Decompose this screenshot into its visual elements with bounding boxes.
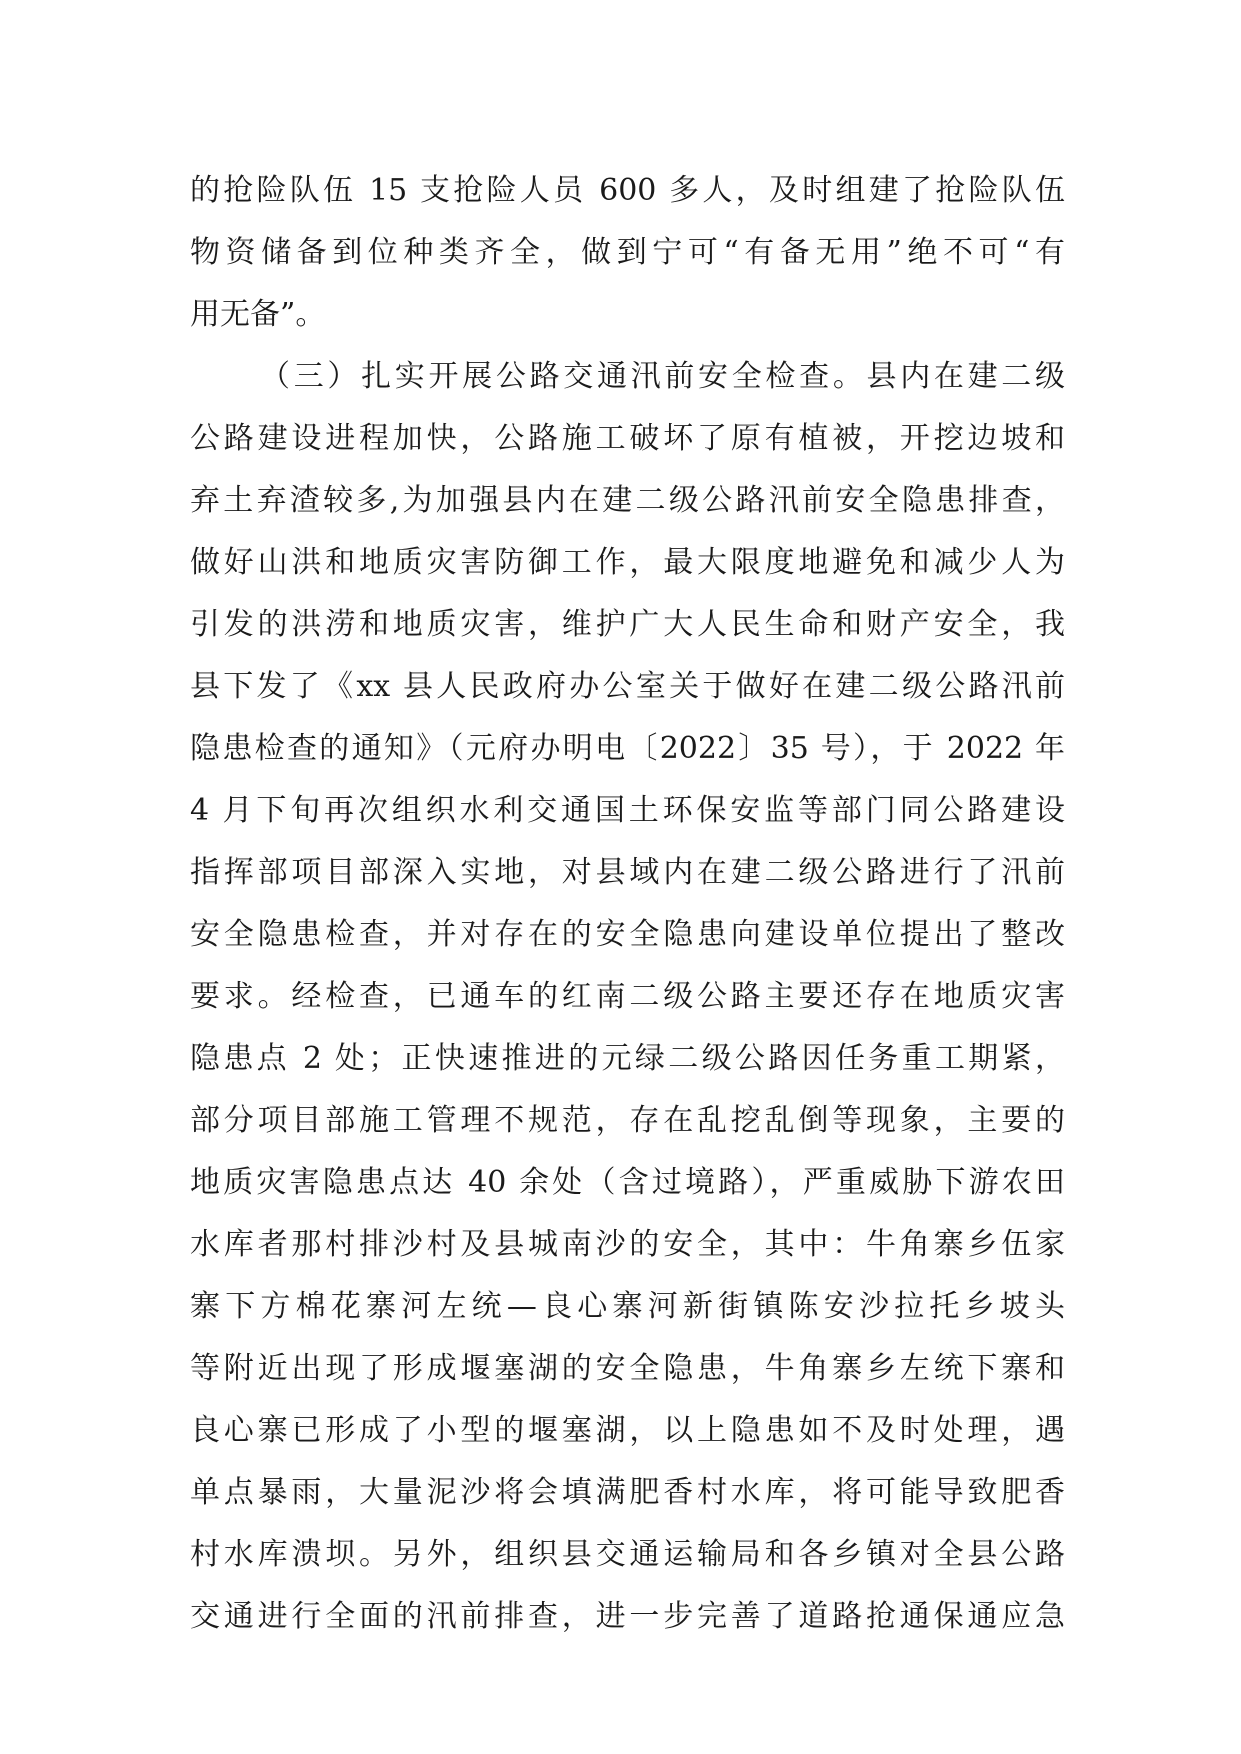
text-line: 要求。经检查，已通车的红南二级公路主要还存在地质灾害 — [190, 979, 1065, 1014]
text-line: 公路建设进程加快，公路施工破坏了原有植被，开挖边坡和 — [190, 421, 1065, 456]
text-line: 单点暴雨，大量泥沙将会填满肥香村水库，将可能导致肥香 — [190, 1475, 1065, 1510]
text-line: 隐患点 2 处；正快速推进的元绿二级公路因任务重工期紧， — [190, 1041, 1065, 1076]
text-line: 良心寨已形成了小型的堰塞湖，以上隐患如不及时处理，遇 — [190, 1413, 1065, 1448]
text-line: 部分项目部施工管理不规范，存在乱挖乱倒等现象，主要的 — [190, 1103, 1065, 1138]
text-line: 引发的洪涝和地质灾害，维护广大人民生命和财产安全，我 — [190, 607, 1065, 642]
text-line: 做好山洪和地质灾害防御工作，最大限度地避免和减少人为 — [190, 545, 1065, 580]
text-line: 县下发了《xx 县人民政府办公室关于做好在建二级公路汛前 — [190, 669, 1065, 704]
text-line: 村水库溃坝。另外，组织县交通运输局和各乡镇对全县公路 — [190, 1537, 1065, 1572]
text-line: 弃土弃渣较多,为加强县内在建二级公路汛前安全隐患排查， — [190, 483, 1065, 518]
text-line: 物资储备到位种类齐全，做到宁可“有备无用”绝不可“有 — [190, 235, 1065, 270]
text-line: 寨下方棉花寨河左统—良心寨河新街镇陈安沙拉托乡坡头 — [190, 1289, 1065, 1324]
text-line: 指挥部项目部深入实地，对县域内在建二级公路进行了汛前 — [190, 855, 1065, 890]
text-line: 安全隐患检查，并对存在的安全隐患向建设单位提出了整改 — [190, 917, 1065, 952]
text-line: 交通进行全面的汛前排查，进一步完善了道路抢通保通应急 — [190, 1599, 1065, 1634]
text-line: 等附近出现了形成堰塞湖的安全隐患，牛角寨乡左统下寨和 — [190, 1351, 1065, 1386]
text-line: 的抢险队伍 15 支抢险人员 600 多人，及时组建了抢险队伍 — [190, 173, 1065, 208]
text-line: 用无备”。 — [190, 297, 326, 332]
text-line: 地质灾害隐患点达 40 余处（含过境路），严重威胁下游农田 — [190, 1165, 1065, 1200]
paragraph-first-line: （三）扎实开展公路交通汛前安全检查。县内在建二级 — [260, 359, 1065, 394]
text-line: 4 月下旬再次组织水利交通国土环保安监等部门同公路建设 — [190, 793, 1065, 828]
body-text — [190, 160, 1065, 1648]
text-line: 隐患检查的通知》（元府办明电〔2022〕35 号），于 2022 年 — [190, 731, 1065, 766]
text-line: 水库者那村排沙村及县城南沙的安全，其中：牛角寨乡伍家 — [190, 1227, 1065, 1262]
